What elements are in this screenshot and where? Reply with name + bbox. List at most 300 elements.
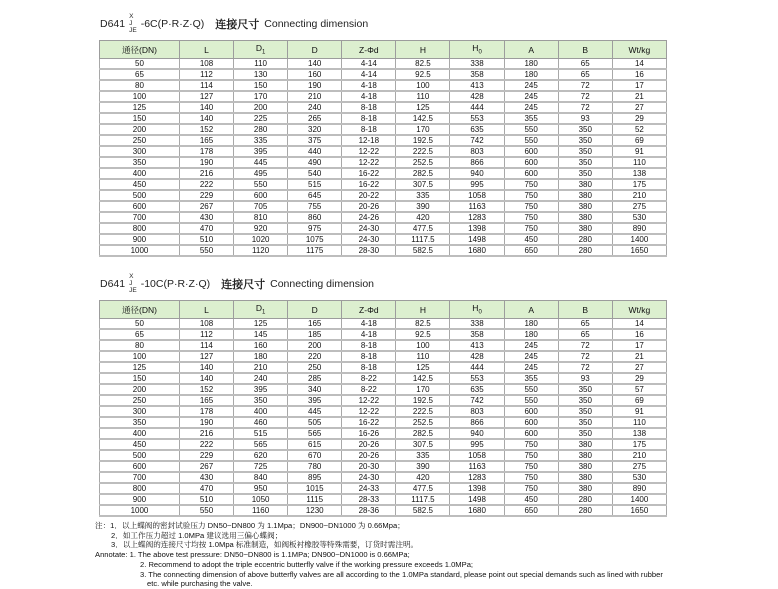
table-cell: 565 (288, 428, 342, 439)
table-cell: 600 (100, 201, 180, 212)
table-cell: 125 (396, 102, 450, 113)
table-cell: 350 (558, 395, 612, 406)
title-cn: 连接尺寸 (221, 278, 266, 291)
table-cell: 222 (179, 439, 233, 450)
table-cell: 57 (612, 384, 666, 395)
table-cell: 72 (558, 102, 612, 113)
table-cell: 380 (558, 450, 612, 461)
table-cell: 750 (504, 483, 558, 494)
table-cell: 490 (288, 157, 342, 168)
table-cell: 550 (504, 135, 558, 146)
table-row (100, 223, 667, 234)
table-cell: 65 (558, 59, 612, 70)
table-cell: 12-22 (342, 395, 396, 406)
table-cell: 140 (179, 362, 233, 373)
table-cell: 14 (612, 319, 666, 330)
note-en-2: 2. Recommend to adopt the triple eccentric butterfly valve if the working pressure exceeds 1.0MPa; (140, 559, 474, 569)
table-cell: 175 (612, 179, 666, 190)
table-cell: 24-33 (342, 483, 396, 494)
table-cell: 140 (179, 102, 233, 113)
table-cell: 12-22 (342, 146, 396, 157)
model-code: D641 (100, 17, 126, 30)
table-cell: 1075 (288, 234, 342, 245)
table-cell: 138 (612, 428, 666, 439)
table-cell: 445 (234, 157, 288, 168)
table-cell: 400 (100, 168, 180, 179)
model-variant-top: X (129, 273, 134, 280)
table-cell: 192.5 (396, 135, 450, 146)
table-cell: 1680 (450, 505, 504, 516)
column-header: A (504, 41, 558, 59)
table-cell: 350 (100, 417, 180, 428)
table-cell: 210 (288, 91, 342, 102)
table-cell: 750 (504, 223, 558, 234)
title-en: Connecting dimension (264, 17, 369, 30)
table-cell: 550 (504, 384, 558, 395)
column-header: D (288, 41, 342, 59)
table-cell: 100 (396, 340, 450, 351)
table-row (100, 91, 667, 102)
table-cell: 82.5 (396, 319, 450, 330)
table-cell: 1230 (288, 505, 342, 516)
table-cell: 265 (288, 113, 342, 124)
table-cell: 750 (504, 439, 558, 450)
table-cell: 222.5 (396, 406, 450, 417)
table-cell: 150 (100, 113, 180, 124)
table-cell: 335 (396, 450, 450, 461)
table-cell: 650 (504, 245, 558, 256)
column-header: A (504, 301, 558, 319)
table-cell: 1000 (100, 245, 180, 256)
table-cell: 755 (288, 201, 342, 212)
table-cell: 125 (234, 319, 288, 330)
table-cell: 1020 (234, 234, 288, 245)
table-cell: 250 (100, 395, 180, 406)
column-header: L (179, 301, 233, 319)
table-cell: 995 (450, 439, 504, 450)
table-cell: 420 (396, 472, 450, 483)
table-cell: 69 (612, 395, 666, 406)
table-cell: 275 (612, 461, 666, 472)
table-cell: 338 (450, 59, 504, 70)
table-cell: 125 (100, 362, 180, 373)
table-cell: 1283 (450, 212, 504, 223)
table-cell: 80 (100, 340, 180, 351)
model-variant-bot: JE (129, 287, 137, 294)
table-cell: 24-30 (342, 472, 396, 483)
table-cell: 445 (288, 406, 342, 417)
table-cell: 600 (504, 168, 558, 179)
table-row (100, 157, 667, 168)
table-row (100, 362, 667, 373)
table-cell: 1050 (234, 494, 288, 505)
table-cell: 280 (558, 234, 612, 245)
table-cell: 216 (179, 428, 233, 439)
table-row (100, 373, 667, 384)
table-cell: 380 (558, 472, 612, 483)
table-cell: 350 (100, 157, 180, 168)
table-cell: 180 (234, 351, 288, 362)
note-cn-3: 3．以上蝶阀的连接尺寸均按 1.0Mpa 标准制造，如阀板衬橡胶等特殊需要，订货时需注明。 (111, 540, 419, 550)
table-cell: 600 (504, 146, 558, 157)
table-cell: 900 (100, 494, 180, 505)
table-cell: 1120 (234, 245, 288, 256)
table-cell: 170 (234, 91, 288, 102)
table-cell: 27 (612, 362, 666, 373)
table-cell: 975 (288, 223, 342, 234)
table-cell: 380 (558, 212, 612, 223)
table-cell: 380 (558, 461, 612, 472)
table-cell: 8-18 (342, 362, 396, 373)
table-cell: 8-18 (342, 102, 396, 113)
table-cell: 245 (504, 340, 558, 351)
table-cell: 170 (396, 124, 450, 135)
table-cell: 190 (179, 157, 233, 168)
table-cell: 550 (504, 124, 558, 135)
table-cell: 515 (234, 428, 288, 439)
table-cell: 450 (100, 179, 180, 190)
table-row (100, 201, 667, 212)
table-row (100, 245, 667, 256)
table-cell: 170 (396, 384, 450, 395)
note-en-3: 3. The connecting dimension of above butterfly valves are all according to the 1.0MPa standard, please point out special demands such as lined with rubber (140, 569, 663, 579)
table-cell: 350 (558, 157, 612, 168)
table-cell: 24-26 (342, 212, 396, 223)
table-row (100, 428, 667, 439)
table-cell: 1283 (450, 472, 504, 483)
table-cell: 72 (558, 91, 612, 102)
table-cell: 860 (288, 212, 342, 223)
table-cell: 27 (612, 102, 666, 113)
table-cell: 1115 (288, 494, 342, 505)
table-cell: 210 (234, 362, 288, 373)
table-row (100, 69, 667, 80)
table-cell: 24-30 (342, 234, 396, 245)
table-cell: 335 (396, 190, 450, 201)
table-cell: 8-18 (342, 113, 396, 124)
table-cell: 890 (612, 483, 666, 494)
table-cell: 16-22 (342, 168, 396, 179)
table-cell: 338 (450, 319, 504, 330)
table-cell: 895 (288, 472, 342, 483)
table-cell: 300 (100, 146, 180, 157)
table-cell: 127 (179, 351, 233, 362)
table-cell: 705 (234, 201, 288, 212)
table-cell: 460 (234, 417, 288, 428)
table-cell: 477.5 (396, 223, 450, 234)
table-cell: 140 (288, 59, 342, 70)
table-cell: 395 (288, 395, 342, 406)
table-cell: 700 (100, 212, 180, 223)
table-cell: 252.5 (396, 417, 450, 428)
table-cell: 142.5 (396, 373, 450, 384)
table-cell: 450 (504, 234, 558, 245)
table-row (100, 450, 667, 461)
table-cell: 130 (234, 69, 288, 80)
table-row (100, 234, 667, 245)
table-cell: 1400 (612, 494, 666, 505)
table-cell: 108 (179, 319, 233, 330)
table-cell: 210 (612, 190, 666, 201)
table-cell: 72 (558, 340, 612, 351)
table-cell: 125 (100, 102, 180, 113)
model-variant-bot: JE (129, 27, 137, 34)
table-cell: 803 (450, 146, 504, 157)
table-cell: 615 (288, 439, 342, 450)
table-cell: 52 (612, 124, 666, 135)
table-cell: 110 (396, 351, 450, 362)
note-cn-2: 2．如工作压力超过 1.0MPa 建议选用三偏心蝶阀； (111, 530, 283, 540)
table-row (100, 135, 667, 146)
table-cell: 1498 (450, 234, 504, 245)
table-title-6c (100, 10, 778, 37)
table-cell: 12-18 (342, 135, 396, 146)
table-cell: 1650 (612, 505, 666, 516)
table-cell: 140 (179, 373, 233, 384)
table-cell: 350 (558, 384, 612, 395)
table-cell: 185 (288, 329, 342, 340)
table-cell: 650 (504, 505, 558, 516)
table-cell: 91 (612, 406, 666, 417)
table-cell: 725 (234, 461, 288, 472)
table-row (100, 406, 667, 417)
table-cell: 245 (504, 91, 558, 102)
table-cell: 28-33 (342, 494, 396, 505)
table-cell: 390 (396, 461, 450, 472)
table-cell: 91 (612, 146, 666, 157)
table-cell: 553 (450, 373, 504, 384)
table-cell: 12-22 (342, 157, 396, 168)
table-cell: 395 (234, 384, 288, 395)
table-cell: 8-22 (342, 384, 396, 395)
table-cell: 280 (558, 245, 612, 256)
table-cell: 307.5 (396, 439, 450, 450)
table-cell: 275 (612, 201, 666, 212)
table-cell: 180 (504, 319, 558, 330)
table-cell: 4-14 (342, 69, 396, 80)
column-header: Z-Φd (342, 41, 396, 59)
model-variant-top: X (129, 13, 134, 20)
table-cell: 600 (100, 461, 180, 472)
table-cell: 229 (179, 450, 233, 461)
table-cell: 17 (612, 340, 666, 351)
table-cell: 1175 (288, 245, 342, 256)
table-cell: 803 (450, 406, 504, 417)
table-row (100, 329, 667, 340)
table-cell: 1650 (612, 245, 666, 256)
table-cell: 180 (504, 69, 558, 80)
table-cell: 8-18 (342, 340, 396, 351)
table-cell: 4-18 (342, 91, 396, 102)
table-cell: 216 (179, 168, 233, 179)
table-cell: 358 (450, 69, 504, 80)
table-cell: 1163 (450, 461, 504, 472)
table-cell: 515 (288, 179, 342, 190)
table-cell: 1398 (450, 223, 504, 234)
table-cell: 165 (288, 319, 342, 330)
table-row (100, 351, 667, 362)
table-cell: 350 (558, 428, 612, 439)
table-cell: 285 (288, 373, 342, 384)
table-cell: 93 (558, 113, 612, 124)
table-row (100, 472, 667, 483)
table-cell: 350 (558, 124, 612, 135)
table-cell: 4-18 (342, 80, 396, 91)
table-cell: 28-30 (342, 245, 396, 256)
table-cell: 252.5 (396, 157, 450, 168)
table-cell: 450 (100, 439, 180, 450)
header-row (100, 301, 667, 319)
table-cell: 20-26 (342, 201, 396, 212)
table-cell: 21 (612, 91, 666, 102)
table-cell: 750 (504, 179, 558, 190)
table-cell: 29 (612, 373, 666, 384)
table-cell: 17 (612, 80, 666, 91)
table-cell: 866 (450, 417, 504, 428)
model-code: D641 (100, 277, 126, 290)
model-variant-stack (129, 13, 137, 34)
table-row (100, 113, 667, 124)
header-row (100, 41, 667, 59)
table-cell: 250 (288, 362, 342, 373)
table-cell: 400 (234, 406, 288, 417)
table-cell: 1498 (450, 494, 504, 505)
pressure-code: -6C(P·R·Z·Q) (140, 17, 205, 30)
table-cell: 380 (558, 439, 612, 450)
table-cell: 600 (504, 157, 558, 168)
table-cell: 350 (558, 417, 612, 428)
table-cell: 65 (558, 69, 612, 80)
table-cell: 470 (179, 483, 233, 494)
table-cell: 645 (288, 190, 342, 201)
table-cell: 240 (234, 373, 288, 384)
table-cell: 1000 (100, 505, 180, 516)
table-cell: 390 (396, 201, 450, 212)
column-header: $H_0$ (450, 301, 504, 319)
column-header: Z-Φd (342, 301, 396, 319)
table-cell: 142.5 (396, 113, 450, 124)
table-cell: 150 (100, 373, 180, 384)
table-cell: 1680 (450, 245, 504, 256)
table-cell: 190 (179, 417, 233, 428)
table-cell: 400 (100, 428, 180, 439)
table-cell: 267 (179, 201, 233, 212)
table-row (100, 59, 667, 70)
table-cell: 145 (234, 329, 288, 340)
table-cell: 65 (558, 319, 612, 330)
table-cell: 50 (100, 59, 180, 70)
table-cell: 355 (504, 373, 558, 384)
model-variant-mid: J (129, 20, 133, 27)
table-row (100, 505, 667, 516)
table-cell: 307.5 (396, 179, 450, 190)
table-cell: 1058 (450, 190, 504, 201)
table-row (100, 461, 667, 472)
table-cell: 229 (179, 190, 233, 201)
table-cell: 700 (100, 472, 180, 483)
table-cell: 1117.5 (396, 234, 450, 245)
table-cell: 100 (100, 351, 180, 362)
title-cn: 连接尺寸 (215, 18, 260, 31)
table-cell: 335 (234, 135, 288, 146)
table-cell: 582.5 (396, 505, 450, 516)
table-cell: 20-26 (342, 450, 396, 461)
table-cell: 582.5 (396, 245, 450, 256)
table-cell: 380 (558, 223, 612, 234)
table-cell: 995 (450, 179, 504, 190)
table-row (100, 340, 667, 351)
table-cell: 200 (100, 384, 180, 395)
table-row (100, 439, 667, 450)
table-cell: 280 (558, 494, 612, 505)
table-cell: 152 (179, 384, 233, 395)
table-row (100, 417, 667, 428)
table-cell: 430 (179, 212, 233, 223)
table-cell: 4-14 (342, 59, 396, 70)
table-cell: 140 (179, 113, 233, 124)
table-cell: 750 (504, 472, 558, 483)
table-cell: 92.5 (396, 329, 450, 340)
table-cell: 300 (100, 406, 180, 417)
table-cell: 670 (288, 450, 342, 461)
table-cell: 940 (450, 428, 504, 439)
table-cell: 65 (100, 69, 180, 80)
table-cell: 8-22 (342, 373, 396, 384)
table-cell: 635 (450, 124, 504, 135)
table-cell: 444 (450, 102, 504, 113)
table-cell: 150 (234, 80, 288, 91)
column-header: $D_1$ (234, 301, 288, 319)
table-row (100, 190, 667, 201)
dimension-table-6c (99, 40, 667, 257)
table-cell: 866 (450, 157, 504, 168)
table-cell: 21 (612, 351, 666, 362)
model-variant-mid: J (129, 280, 133, 287)
table-cell: 780 (288, 461, 342, 472)
note-en-3-cont: etc. while purchasing the valve. (147, 579, 253, 589)
table-cell: 500 (100, 450, 180, 461)
table-cell: 395 (234, 146, 288, 157)
table-cell: 742 (450, 395, 504, 406)
table-cell: 282.5 (396, 168, 450, 179)
table-cell: 93 (558, 373, 612, 384)
table-cell: 450 (504, 494, 558, 505)
table-cell: 550 (234, 179, 288, 190)
table-cell: 350 (558, 135, 612, 146)
column-header: H (396, 301, 450, 319)
table-cell: 444 (450, 362, 504, 373)
column-header: B (558, 41, 612, 59)
table-cell: 28-36 (342, 505, 396, 516)
table-cell: 180 (504, 59, 558, 70)
table-cell: 380 (558, 483, 612, 494)
table-cell: 413 (450, 340, 504, 351)
table-cell: 114 (179, 340, 233, 351)
table-cell: 80 (100, 80, 180, 91)
table-cell: 282.5 (396, 428, 450, 439)
table-row (100, 483, 667, 494)
table-cell: 380 (558, 201, 612, 212)
table-cell: 742 (450, 135, 504, 146)
column-header: 通径(DN) (100, 41, 180, 59)
table-cell: 1160 (234, 505, 288, 516)
notes-block (95, 521, 778, 589)
table-cell: 220 (288, 351, 342, 362)
column-header: Wt/kg (612, 41, 666, 59)
table-cell: 750 (504, 212, 558, 223)
table-cell: 340 (288, 384, 342, 395)
table-cell: 72 (558, 362, 612, 373)
